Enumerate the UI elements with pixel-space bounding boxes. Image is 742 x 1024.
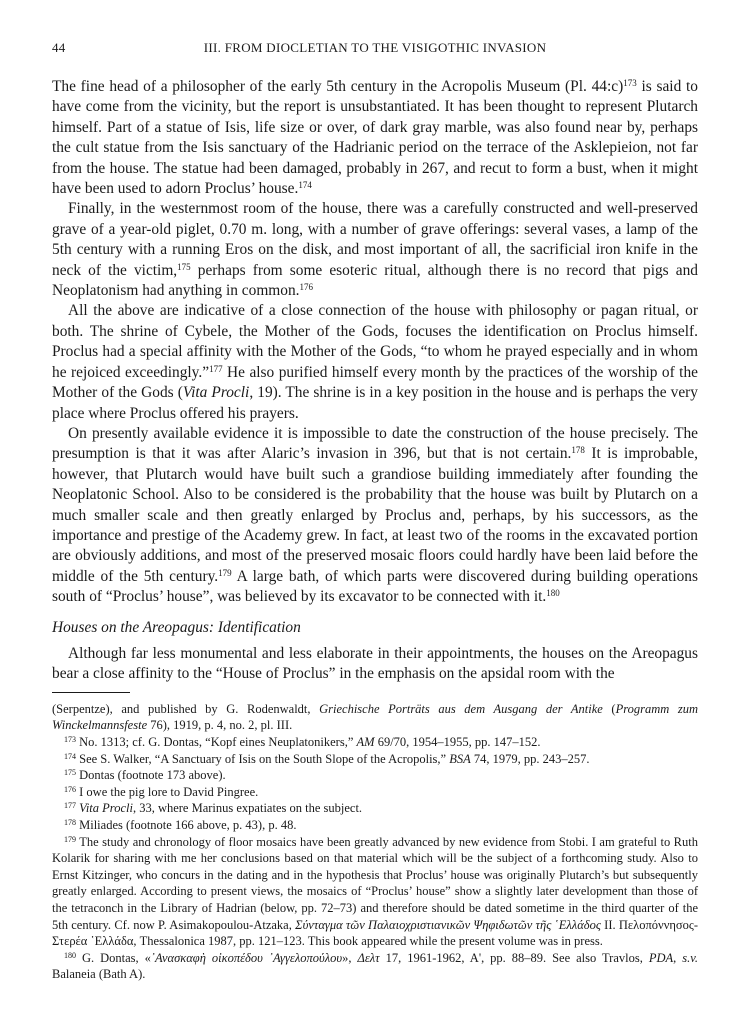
footnote-ref[interactable]: 180: [546, 588, 560, 599]
text-span: Balaneia (Bath A).: [52, 967, 146, 982]
italic-title: s.v.: [682, 950, 698, 965]
text-span: ,: [673, 950, 683, 965]
italic-title: Programm zum Winckelmannsfeste: [52, 701, 698, 733]
italic-title: AM: [356, 734, 375, 749]
text-span: , 33, where Marinus expatiates on the subject.: [132, 801, 363, 816]
footnote-number: 176: [64, 784, 76, 794]
footnote-173: [52, 734, 698, 751]
text-span: All the above are indicative of a close connection of the house with philosophy or pagan ritual, or both. The shrine of Cybele, the Mother of the Gods, focuses the identification on Proclus himself. Proclus had a special affinity with the Mother of the Gods, “to whom he prayed especially and in whom he rejoiced exceedingly.”: [52, 302, 698, 381]
text-span: It is improbable, however, that Plutarch would have built such a grandiose building immediately after founding the Neoplatonic School. Also to be considered is the probability that the house was built by Plutarch on a much smaller scale and then greatly enlarged by Proclus and, perhaps, by his successors, as the importance and prestige of the Academy grew. In fact, at least two of the rooms in the excavated portion are obviously additions, and most of the preserved mosaic floors could hardly have been laid before the middle of the 5th century.: [52, 445, 698, 585]
footnote-ref[interactable]: 173: [623, 78, 637, 88]
italic-title: Δελτ: [357, 950, 380, 965]
footnote-number: 180: [64, 950, 76, 960]
text-span: (Serpentze), and published by G. Rodenwaldt,: [52, 701, 320, 716]
italic-title: Vita Procli: [79, 801, 133, 816]
footnote-174: [52, 751, 698, 768]
italic-title: Griechische Porträts aus dem Ausgang der Antike: [319, 701, 603, 716]
text-span: (: [602, 701, 616, 716]
section-heading: Houses on the Areopagus: Identification: [52, 618, 301, 636]
italic-title: Vita Procli: [182, 384, 250, 402]
text-span: 17, 1961-1962, Α', pp. 88–89. See also Travlos,: [379, 950, 649, 965]
text-span: No. 1313; cf. G. Dontas, “Kopf eines Neuplatonikers,”: [76, 734, 357, 749]
text-span: He also purified himself every month by the practices of the worship of the Mother of the Gods (: [52, 363, 698, 402]
footnote-175: [52, 767, 698, 784]
text-span: is said to have come from the vicinity, but the report is unsubstantiated. It has been thought to represent Plutarch himself. Part of a statue of Isis, life size or over, of dark gray marble, was also found near by, perhaps the cult statue from the Isis sanctuary of the Hadrianic period on the terrace of the Asklepieion, not far from the house. The statue had been damaged, probably in 267, and recut to form a bust, when it might have been used to adorn Proclus’ house.: [52, 78, 698, 198]
footnotes: [52, 701, 698, 983]
page: [52, 40, 698, 983]
running-header: [52, 40, 698, 62]
footnote-ref[interactable]: 175: [177, 261, 191, 272]
text-span: I owe the pig lore to David Pingree.: [76, 784, 259, 799]
text-span: 69/70, 1954–1955, pp. 147–152.: [374, 734, 541, 749]
text-span: Miliades (footnote 166 above, p. 43), p. 48.: [76, 817, 297, 832]
paragraph-proclus-connection: [52, 301, 698, 423]
running-title: III. FROM DIOCLETIAN TO THE VISIGOTHIC INVASION: [203, 40, 547, 55]
footnote-number: 174: [64, 751, 76, 761]
footnote-ref[interactable]: 174: [298, 180, 312, 191]
footnote-ref[interactable]: 176: [299, 282, 313, 293]
footnote-number: 173: [64, 734, 76, 744]
footnote-number: 179: [64, 834, 76, 844]
text-span: On presently available evidence it is impossible to date the construction of the house precisely. The presumption is that it was after Alaric’s invasion in 396, but that is not certain.: [52, 424, 698, 463]
text-span: perhaps from some esoteric ritual, although there is no record that pigs and Neoplatonism had anything in common.: [52, 261, 698, 300]
footnote-ref[interactable]: 177: [209, 363, 223, 374]
footnote-number: 177: [64, 801, 76, 811]
footnote-number: 175: [64, 768, 76, 778]
main-text: [52, 77, 698, 685]
text-span: , 19). The shrine is in a key position in the house and is perhaps the very place where Proclus offered his prayers.: [52, 384, 698, 422]
text-span: 74, 1979, pp. 243–257.: [470, 751, 590, 766]
footnote-ref[interactable]: 179: [218, 567, 232, 578]
text-span: The study and chronology of floor mosaics have been greatly advanced by new evidence from Stobi. I am grateful to Ruth Kolarik for sharing with me her conclusions based on that material which will be the subject of a forthcoming study. Also to Ernst Kitzinger, who concurs in the dating and in the hypothesis that Proclus’ house was originally Plutarch’s but subsequently greatly enlarged. According to present views, the mosaics of “Proclus’ house” show a slightly later development than those of the tetraconch in the Library of Hadrian (below, pp. 72–73) and therefore should be dated sometime in the third quarter of the 5th century. Cf. now P. Asimakopoulou-Atzaka,: [52, 834, 698, 932]
paragraph-piglet-grave: [52, 199, 698, 301]
text-span: »,: [342, 950, 358, 965]
footnote-179: [52, 834, 698, 950]
footnote-176: [52, 784, 698, 801]
text-span: See S. Walker, “A Sanctuary of Isis on the South Slope of the Acropolis,”: [76, 751, 450, 766]
page-number: 44: [52, 40, 66, 55]
text-span: The fine head of a philosopher of the early 5th century in the Acropolis Museum (Pl. 44:c): [52, 78, 624, 95]
paragraph-areopagus: Although far less monumental and less elaborate in their appointments, the houses on the Areopagus bear a close affinity to the “House of Proclus” in the emphasis on the apsidal room with the: [52, 644, 698, 683]
italic-title: ᾿Ανασκαφὴ οἰκοπέδου ᾿Αγγελοπούλου: [150, 950, 343, 965]
text-span: II. Πελοπόννησος-Στερέα ῾Ελλάδα, Thessalonica 1987, pp. 121–123. This book appeared while the present volume was in press.: [52, 917, 698, 949]
text-span: Finally, in the westernmost room of the house, there was a carefully constructed and well-preserved grave of a year-old piglet, 0.70 m. long, with a number of grave offerings: several vases, a lamp of the 5th century with a running Eros on the disk, and most important of all, the sacrificial iron knife in the neck of the victim,: [52, 200, 698, 279]
footnote-180: [52, 950, 698, 983]
italic-title: PDA: [648, 950, 674, 965]
text-span: A large bath, of which parts were discovered during building operations south of “Proclus’ house”, was believed by its excavator to be connected with it.: [52, 567, 698, 606]
footnote-178: [52, 817, 698, 834]
footnote-continuation: [52, 701, 698, 734]
text-span: G. Dontas, «: [76, 950, 151, 965]
italic-title: Σύνταγμα τῶν Παλαιοχριστιανικῶν Ψηφιδωτῶν τῆς ῾Ελλάδος: [295, 917, 601, 932]
footnote-number: 178: [64, 817, 76, 827]
footnote-177: [52, 800, 698, 817]
footnote-separator: [52, 692, 130, 693]
italic-title: BSA: [449, 751, 471, 766]
text-span: 76), 1919, p. 4, no. 2, pl. III.: [147, 718, 293, 733]
footnote-ref[interactable]: 178: [571, 445, 585, 456]
text-span: Dontas (footnote 173 above).: [76, 768, 226, 783]
paragraph-philosopher-head: [52, 77, 698, 199]
paragraph-dating: [52, 424, 698, 608]
